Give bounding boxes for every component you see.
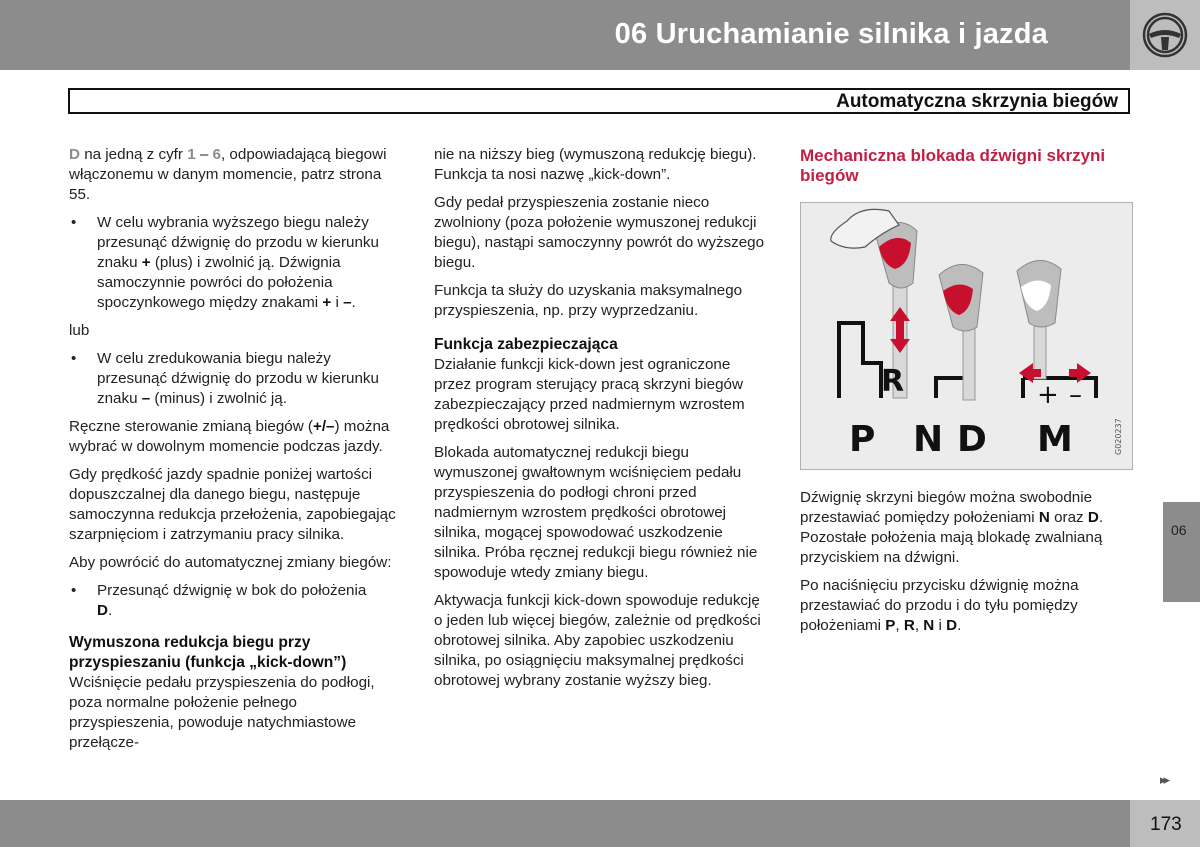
text: i [331,294,344,311]
minus-sign: – [141,390,151,407]
gear-1: 1 [187,146,196,163]
minus-sign: – [343,294,352,311]
gear-n: N [923,617,935,634]
paragraph [69,417,404,457]
text: W celu wybrania wyższego biegu należy przesunąć dźwignię do przodu w kierunku znaku [97,214,379,271]
gear-d: D [1087,509,1099,526]
page-number-box [1130,800,1200,847]
text: oraz [1049,509,1088,526]
text: Przesunąć dźwignię w bok do położenia [97,582,367,599]
gear-d: D [69,146,80,163]
gate-label-n: N [913,419,944,460]
plus-sign: + [141,254,151,271]
plus-sign: + [322,294,332,311]
gate-label-d: D [957,419,987,460]
text: Dźwignię skrzyni biegów można swobodnie przestawiać pomiędzy położeniami [800,489,1093,526]
text: . [107,602,113,619]
bullet-item [69,581,404,621]
text: na jedną z cyfr [79,146,188,163]
chapter-icon-box [1130,0,1200,70]
column-1 [69,145,404,761]
gear-d: D [946,617,958,634]
column-3 [800,146,1135,644]
text: Po naciśnięciu przycisku dźwignię można przestawiać do przodu i do tyłu pomiędzy położeniami [800,577,1079,634]
steering-wheel-icon [1142,12,1188,58]
paragraph [69,145,404,205]
paragraph [800,488,1135,568]
bullet-item [69,213,404,313]
gate-label-r: R [881,364,905,399]
text: . [351,294,356,311]
section-title: Automatyczna skrzynia biegów [836,91,1118,112]
paragraph: nie na niższy bieg (wymuszoną redukcję biegu). Funkcja ta nosi nazwę „kick-down”. [434,146,757,183]
plus-minus: +/– [312,418,335,435]
gear-6: 6 [212,146,221,163]
side-tab-label: 06 [1171,522,1187,538]
paragraph: Działanie funkcji kick-down jest ograniczone przez program sterujący pracą skrzyni biegów zabezpieczający przed nadmiernym wzrostem prędkości obrotowej silnika. [434,356,745,433]
chapter-title: 06 Uruchamianie silnika i jazda [614,18,1048,50]
gear-d: D [97,602,108,619]
red-heading: Mechaniczna blokada dźwigni skrzyni biegów [800,146,1106,185]
paragraph: Gdy pedał przyspieszenia zostanie nieco zwolniony (poza położenie wymuszonej redukcji biegu), nastąpi samoczynny powrót do wyższego biegu. [434,194,765,271]
text: i [934,617,947,634]
text: . [957,617,962,634]
gear-r: R [903,617,915,634]
text: . Pozostałe położenia mają blokadę zwalnianą przyciskiem na dźwigni. [800,509,1104,566]
paragraph: Funkcja ta służy do uzyskania maksymalnego przyspieszenia, np. przy wyprzedzaniu. [434,282,743,319]
paragraph: Aby powrócić do automatycznej zmiany biegów: [69,554,392,571]
subheading: Wymuszona redukcja biegu przy przyspieszaniu (funkcja „kick-down”) [69,634,347,671]
minus-label: – [1069,380,1082,410]
gear-p: P [885,617,896,634]
text: (minus) i zwolnić ją. [150,390,287,407]
text: Ręczne sterowanie zmianą biegów ( [69,418,313,435]
gear-n: N [1038,509,1050,526]
paragraph [800,576,1135,636]
chapter-side-tab[interactable] [1163,502,1200,602]
text: – [195,146,213,163]
bullet-item [69,349,404,409]
paragraph: Gdy prędkość jazdy spadnie poniżej wartości dopuszczalnej dla danego biegu, następuje samoczynna redukcja przełożenia, zapobiegając szarpnięciom i zatrzymaniu pracy silnika. [69,466,396,543]
text: , [895,617,904,634]
text: , odpowiadającą biegowi włączonemu w danym momencie, patrz strona 55. [69,146,387,203]
figure-code: G020237 [1114,418,1123,455]
subheading: Funkcja zabezpieczająca [434,336,618,353]
gate-label-p: P [849,419,876,460]
header-bar [0,0,1130,70]
next-page-arrow-icon[interactable]: ▸▸ [1160,772,1168,787]
paragraph: Aktywacja funkcji kick-down spowoduje redukcję o jeden lub więcej biegów, zależnie od prędkości obrotowej silnika. Aby zapobiec uszkodzeniu silnika, po osiągnięciu maksymalnej prędkości obrotowej wybrany zostanie wyższy bieg. [434,592,761,689]
footer-bar [0,800,1130,847]
text: W celu zredukowania biegu należy przesunąć dźwignię do przodu w kierunku znaku [97,350,379,407]
text: ) można wybrać w dowolnym momencie podczas jazdy. [69,418,390,455]
section-header [68,88,1130,114]
gate-label-m: M [1037,419,1073,460]
column-2 [434,145,770,699]
gear-lever-illustration [800,202,1133,470]
page-number: 173 [1150,814,1182,835]
text: (plus) i zwolnić ją. Dźwignia samoczynnie powróci do położenia spoczynkowego między znakami [97,254,341,311]
paragraph: Wciśnięcie pedału przyspieszenia do podłogi, poza normalne położenie pełnego przyspieszenia, powoduje natychmiastowe przełącze- [69,674,375,751]
paragraph: lub [69,322,90,339]
plus-label: + [1037,380,1059,410]
text: , [914,617,924,634]
paragraph: Blokada automatycznej redukcji biegu wymuszonej gwałtownym wciśnięciem pedału przyspieszenia do podłogi chroni przed nadmiernym wzrostem prędkości obrotowej silnika, mogącej spowodować uszkodzenie silnika. Próba ręcznej redukcji biegu również nie spowoduje wtedy zmiany biegu. [434,444,758,581]
